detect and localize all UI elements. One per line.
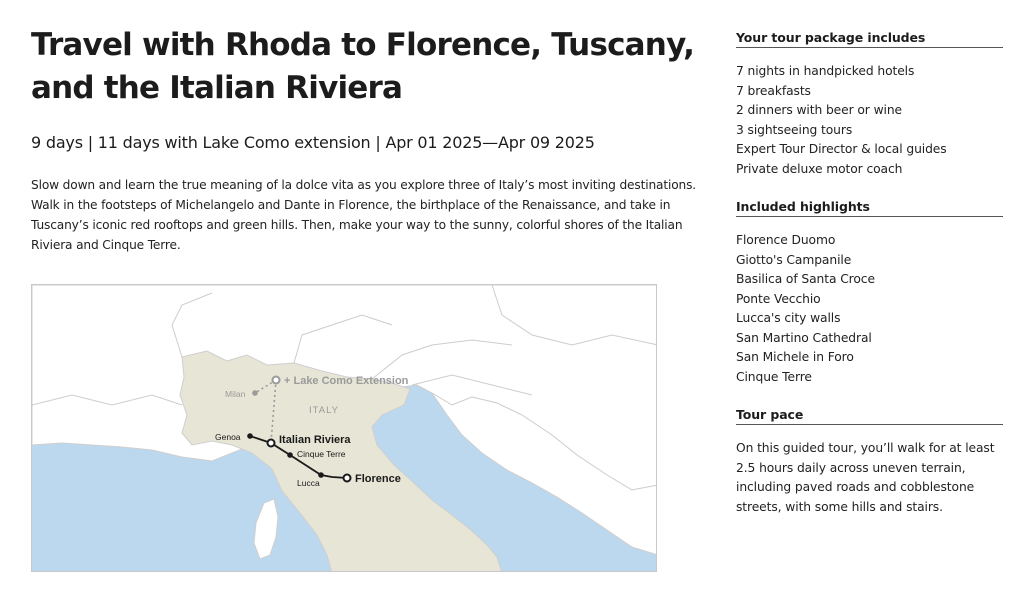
pace-text: On this guided tour, you’ll walk for at least 2.5 hours daily across uneven terrain, including paved roads and cobblestone streets, with some hills and stairs. <box>736 441 995 514</box>
florence-label: Florence <box>355 473 401 485</box>
florence-marker <box>344 475 351 482</box>
genoa-label: Genoa <box>215 432 241 442</box>
highlight-item: Ponte Vecchio <box>736 291 821 306</box>
tour-main <box>31 24 711 255</box>
tour-sidebar <box>736 30 1003 517</box>
genoa-marker <box>247 433 253 439</box>
package-item: 7 breakfasts <box>736 83 811 98</box>
italian-riviera-label: Italian Riviera <box>279 434 351 446</box>
page-title: Travel with Rhoda to Florence, Tuscany, and the Italian Riviera <box>31 27 695 106</box>
pace-heading: Tour pace <box>736 407 1003 425</box>
extension-label: + Lake Como Extension <box>284 375 409 387</box>
package-item: Expert Tour Director & local guides <box>736 142 947 156</box>
tour-dates: 9 days | 11 days with Lake Como extension | Apr 01 2025—Apr 09 2025 <box>31 133 595 152</box>
tour-description: Slow down and learn the true meaning of la dolce vita as you explore three of Italy’s most inviting destinations. Walk in the footsteps of Michelangelo and Dante in Florence, the birthplace of the Renaissance, and take in Tuscany’s iconic red rooftops and green hills. Then, make your way to the sunny, colorful shores of the Italian Riviera and Cinque Terre. <box>31 178 697 252</box>
highlight-item: Cinque Terre <box>736 369 812 384</box>
pace-section <box>736 407 1003 517</box>
highlights-section <box>736 199 1003 387</box>
italian-riviera-marker <box>268 440 275 447</box>
highlight-item: San Michele in Foro <box>736 350 854 364</box>
highlight-item: Basilica of Santa Croce <box>736 272 875 286</box>
package-item: 2 dinners with beer or wine <box>736 103 902 117</box>
lake-como-marker <box>273 377 280 384</box>
highlight-item: Giotto's Campanile <box>736 252 852 267</box>
cinque-terre-label: Cinque Terre <box>297 449 346 459</box>
highlights-heading: Included highlights <box>736 199 1003 217</box>
lucca-label: Lucca <box>297 478 320 488</box>
package-list <box>736 62 1003 179</box>
highlight-item: Lucca's city walls <box>736 311 841 325</box>
package-item: 7 nights in handpicked hotels <box>736 64 915 78</box>
cinque-terre-marker <box>287 452 293 458</box>
milan-label: Milan <box>225 389 246 399</box>
country-label: ITALY <box>309 405 339 416</box>
lucca-marker <box>318 472 324 478</box>
package-item: Private deluxe motor coach <box>736 161 903 176</box>
package-heading: Your tour package includes <box>736 30 1003 48</box>
milan-marker <box>252 390 258 396</box>
route-map <box>31 284 657 572</box>
highlights-list <box>736 231 1003 387</box>
highlight-item: Florence Duomo <box>736 233 836 247</box>
route-map-svg <box>32 285 657 572</box>
highlight-item: San Martino Cathedral <box>736 330 872 345</box>
package-section <box>736 30 1003 179</box>
package-item: 3 sightseeing tours <box>736 122 853 137</box>
